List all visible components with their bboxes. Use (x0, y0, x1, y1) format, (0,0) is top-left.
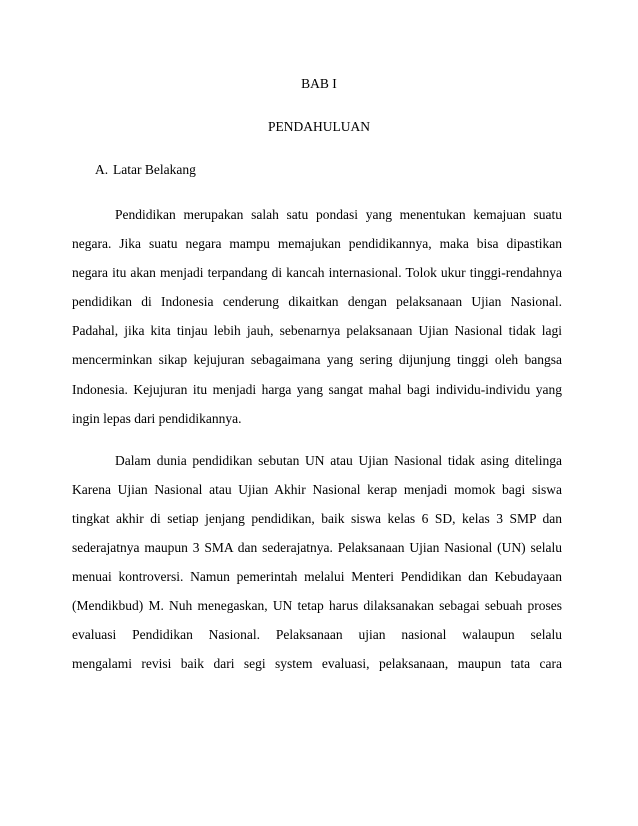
paragraph-1-line-8: ingin lepas dari pendidikannya. (72, 411, 242, 426)
paragraph-1-line-7: Indonesia. Kejujuran itu menjadi harga yang sangat mahal bagi individu-individu yang (72, 382, 562, 397)
paragraph-2-line-7: evaluasi Pendidikan Nasional. Pelaksanaan ujian nasional walaupun selalu (72, 627, 562, 642)
paragraph-2-line-3: tingkat akhir di setiap jenjang pendidikan, baik siswa kelas 6 SD, kelas 3 SMP dan (72, 511, 562, 526)
section-heading (95, 162, 196, 178)
paragraph-2-line-4: sederajatnya maupun 3 SMA dan sederajatnya. Pelaksanaan Ujian Nasional (UN) selalu (72, 540, 562, 555)
paragraph-1-line-4: pendidikan di Indonesia cenderung dikaitkan dengan pelaksanaan Ujian Nasional. (72, 294, 562, 309)
paragraph-1-line-5: Padahal, jika kita tinjau lebih jauh, sebenarnya pelaksanaan Ujian Nasional tidak lagi (72, 323, 562, 338)
paragraph-2-line-2: Karena Ujian Nasional atau Ujian Akhir Nasional kerap menjadi momok bagi siswa (72, 482, 562, 497)
paragraph-1-line-6: mencerminkan sikap kejujuran sebagaimana yang sering dijunjung tinggi oleh bangsa (72, 352, 562, 367)
paragraph-2-line-8: mengalami revisi baik dari segi system evaluasi, pelaksanaan, maupun tata cara (72, 656, 562, 671)
section-letter: A. (95, 162, 109, 177)
paragraph-2-line-6: (Mendikbud) M. Nuh menegaskan, UN tetap harus dilaksanakan sebagai sebuah proses (72, 598, 562, 613)
section-title: Latar Belakang (113, 162, 196, 177)
paragraph-2-line-5: menuai kontroversi. Namun pemerintah melalui Menteri Pendidikan dan Kebudayaan (72, 569, 562, 584)
paragraph-1-line-2: negara. Jika suatu negara mampu memajukan pendidikannya, maka bisa dipastikan (72, 236, 562, 251)
chapter-title: PENDAHULUAN (268, 119, 370, 134)
chapter-label: BAB I (301, 76, 337, 91)
paragraph-1-line-1: Pendidikan merupakan salah satu pondasi yang menentukan kemajuan suatu (115, 207, 562, 222)
paragraph-2-line-1: Dalam dunia pendidikan sebutan UN atau Ujian Nasional tidak asing ditelinga (115, 453, 562, 468)
paragraph-1-line-3: negara itu akan menjadi terpandang di kancah internasional. Tolok ukur tinggi-rendahnya (72, 265, 562, 280)
